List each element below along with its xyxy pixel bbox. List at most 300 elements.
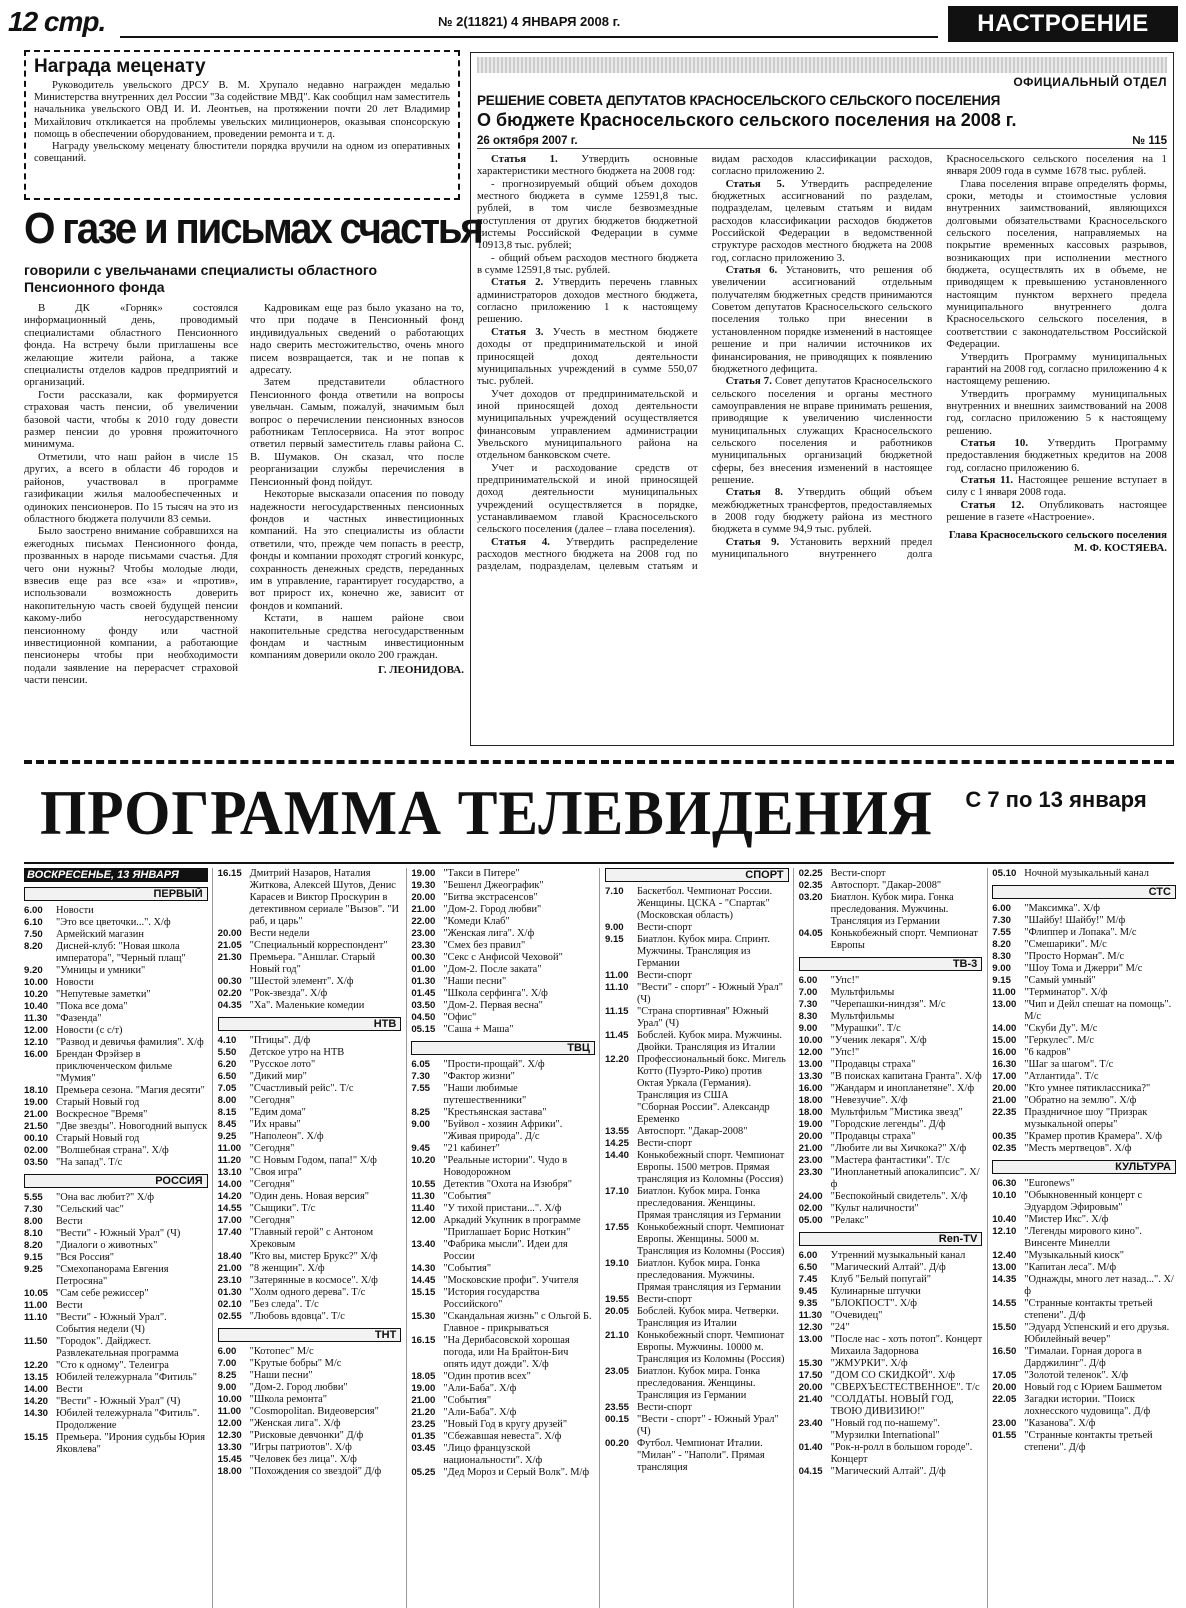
official-article xyxy=(946,178,1167,351)
tv-listing-title: "Дом-2. Город любви" xyxy=(249,1382,348,1393)
tv-listing-time: 05.15 xyxy=(411,1024,436,1035)
tv-listing xyxy=(218,988,402,1000)
tv-listing xyxy=(605,886,789,922)
tv-listing-title: Баскетбол. Чемпионат России. Женщины. ЦСКА - "Спартак" (Московская область) xyxy=(636,886,773,921)
tv-listing-time: 02.55 xyxy=(217,1311,242,1322)
tv-listing-time: 9.00 xyxy=(411,1119,430,1130)
official-article xyxy=(477,153,698,178)
tv-listing xyxy=(605,982,789,1006)
official-article xyxy=(712,375,933,486)
tv-listing-time: 8.20 xyxy=(24,941,43,952)
tv-listing xyxy=(218,1382,402,1394)
tv-listing-title: Кулинарные штучки xyxy=(830,1286,921,1297)
tv-listing xyxy=(992,1250,1176,1262)
tv-listing-title: "Женская лига". Х/ф xyxy=(443,928,535,939)
tv-listing-title: "События" xyxy=(443,1395,492,1406)
tv-listing-title: "Их нравы" xyxy=(249,1119,301,1130)
tv-listing-time: 19.00 xyxy=(24,1097,49,1108)
tv-listing-time: 6.00 xyxy=(217,1346,237,1357)
tv-listing-time: 11.00 xyxy=(24,1300,48,1311)
tv-listing-title: "Вести - спорт" - Южный Урал" (Ч) xyxy=(636,1414,779,1437)
tv-listing-time: 18.00 xyxy=(217,1466,242,1477)
tv-listing-title: "Жандарм и инопланетяне". Х/ф xyxy=(830,1083,975,1094)
tv-listing-time: 6.00 xyxy=(992,903,1011,914)
tv-listing xyxy=(218,1370,402,1382)
tv-listing-title: "Школа серфинга". Х/ф xyxy=(443,988,548,999)
tv-listing xyxy=(992,868,1176,880)
tv-listing xyxy=(799,975,983,987)
tv-listing-title: Мультфильм "Мистика звезд" xyxy=(830,1107,963,1118)
tv-listing-title: "Али-Баба". Х/ф xyxy=(443,1407,517,1418)
tv-listing xyxy=(24,917,208,929)
tv-listing-title: "Кто умнее пятиклассника?" xyxy=(1024,1083,1151,1094)
tv-listing xyxy=(992,1047,1176,1059)
tv-listing xyxy=(992,1382,1176,1394)
tv-listing xyxy=(24,1336,208,1360)
tv-listing xyxy=(799,1382,983,1394)
tv-listing-time: 15.00 xyxy=(992,1035,1017,1046)
tv-listing-time: 8.30 xyxy=(992,951,1011,962)
tv-listing xyxy=(24,1372,208,1384)
tv-listing xyxy=(411,868,595,880)
tv-listing-time: 6.00 xyxy=(798,1250,818,1261)
tv-listing-title: "Похождения со звездой" Д/ф xyxy=(249,1466,382,1477)
tv-listing xyxy=(24,1192,208,1204)
tv-listing xyxy=(218,1263,402,1275)
tv-listing-title: Вести-спорт xyxy=(830,868,886,879)
tv-channel-header: СПОРТ xyxy=(605,868,789,882)
tv-listing xyxy=(605,1054,789,1102)
tv-listing xyxy=(218,928,402,940)
tv-listing-title: "Любите ли вы Хичкока?" Х/ф xyxy=(830,1143,967,1154)
tv-listing xyxy=(218,1442,402,1454)
tv-listing-title: "Крестьянская застава" xyxy=(443,1107,547,1118)
gas-paragraph: Затем представители областного Пенсионного фонда ответили на вопросы увельчан. Самым, пожалуй, значимым был вопрос о перечислении пенсионных взносов работникам Теплосервиса. На этот вопрос ответил первый заместитель главы района С. В. Шумаков. Он сказал, что после реорганизации службы перечисления в Пенсионный фонд пойдут. xyxy=(250,376,464,488)
tv-listing-time: 23.05 xyxy=(604,1366,629,1377)
tv-day-label: ВОСКРЕСЕНЬЕ, 13 ЯНВАРЯ xyxy=(24,868,208,882)
tv-listing xyxy=(799,1203,983,1215)
tv-listing xyxy=(24,1109,208,1121)
tv-listing xyxy=(411,976,595,988)
tv-listing-title: Профессиональный бокс. Мигель Котто (Пуэрто-Рико) против Октая Уркала (Германия). Трансляция из США xyxy=(636,1054,786,1101)
tv-listing-title: "Терминатор". Х/ф xyxy=(1024,987,1108,998)
gas-paragraph: Кстати, в нашем районе свои накопительные средства негосударственным фондам и частным инвестиционным компаниям доверили около 200 граждан. xyxy=(250,612,464,662)
tv-listing-time: 01.55 xyxy=(992,1430,1017,1441)
tv-listing-title: "Специальный корреспондент" xyxy=(249,940,388,951)
tv-listing-title: "Вести" - Южный Урал" (Ч) xyxy=(56,1396,181,1407)
tv-listing-time: 19.00 xyxy=(798,1119,823,1130)
tv-listing-time: 8.30 xyxy=(798,1011,818,1022)
tv-listing-title: "Городок". Дайджест. Развлекательная программа xyxy=(56,1336,179,1359)
tv-listing xyxy=(411,964,595,976)
tv-listing xyxy=(605,1402,789,1414)
tv-listing-title: "Русское лото" xyxy=(249,1059,316,1070)
tv-listing-title: "Наполеон". Х/ф xyxy=(249,1131,324,1142)
tv-listing xyxy=(411,904,595,916)
official-article xyxy=(946,351,1167,388)
tv-listing-title: "Две звезды". Новогодний выпуск xyxy=(56,1121,208,1132)
tv-listing-title: "24" xyxy=(830,1322,850,1333)
tv-listing-title: Клуб "Белый попугай" xyxy=(830,1274,932,1285)
tv-listing-title: Аркадий Укупник в программе "Приглашает Борис Ноткин" xyxy=(443,1215,581,1238)
tv-listing-time: 9.00 xyxy=(604,922,624,933)
tv-listing-title: Старый Новый год xyxy=(56,1133,140,1144)
tv-listing-time: 12.20 xyxy=(604,1054,629,1065)
official-article-head: Статья 4. xyxy=(491,535,550,548)
tv-listing xyxy=(992,1370,1176,1382)
tv-listing-time: 16.00 xyxy=(24,1049,49,1060)
tv-listing-title: "Бешенл Джеографик" xyxy=(443,880,544,891)
tv-listing xyxy=(24,1204,208,1216)
tv-listing-title: "Страна спортивная" Южный Урал" (Ч) xyxy=(636,1006,769,1029)
tv-listing-time: 9.00 xyxy=(992,963,1011,974)
gas-paragraph: Гости рассказали, как формируется страховая часть пенсии, об увеличении базовой части, чтобы к 2010 году довести размер пенсии до уровня прожиточного минимума. xyxy=(24,388,238,451)
tv-listing-time: 11.45 xyxy=(604,1030,629,1041)
tv-listing xyxy=(411,1395,595,1407)
tv-listing-time: 18.00 xyxy=(798,1107,823,1118)
tv-listing xyxy=(218,1083,402,1095)
official-article-text: Утвердить распределение расходов местного бюджета на 2008 год по разделам, подразделам, целевым статьям и видам расходов классификации расходов, согласно приложению 2. xyxy=(477,153,933,573)
tv-listing xyxy=(799,1023,983,1035)
tv-listing xyxy=(605,1006,789,1030)
tv-listing xyxy=(799,1155,983,1167)
tv-listing xyxy=(218,952,402,976)
official-date-line xyxy=(477,135,1167,149)
tv-listing-title: "Эдуард Успенский и его друзья. Юбилейный вечер" xyxy=(1024,1322,1170,1345)
tv-channel-header: КУЛЬТУРА xyxy=(992,1160,1176,1174)
tv-listing-time: 16.30 xyxy=(992,1059,1017,1070)
tv-listing-title: "Городские легенды". Д/ф xyxy=(830,1119,946,1130)
tv-listing xyxy=(24,905,208,917)
official-article xyxy=(946,388,1167,437)
tv-listing-time: 19.00 xyxy=(411,868,436,879)
tv-listing xyxy=(799,1466,983,1478)
tv-listing-time: 10.00 xyxy=(798,1035,823,1046)
tv-listing xyxy=(24,1432,208,1456)
tv-listing-title: "Смехопанорама Евгения Петросяна" xyxy=(56,1264,169,1287)
tv-listing xyxy=(992,939,1176,951)
tv-listing-time: 10.00 xyxy=(24,977,49,988)
tv-listing xyxy=(24,1312,208,1336)
tv-listing-time: 7.30 xyxy=(992,915,1011,926)
tv-listing xyxy=(24,1288,208,1300)
tv-listing-time: 8.00 xyxy=(24,1216,43,1227)
tv-listing xyxy=(799,1334,983,1358)
tv-listing-title: "Музыкальный киоск" xyxy=(1024,1250,1124,1261)
tv-listing xyxy=(24,1300,208,1312)
tv-listing-time: 15.30 xyxy=(411,1311,436,1322)
tv-listing xyxy=(992,1178,1176,1190)
tv-listing-time: 04.50 xyxy=(411,1012,436,1023)
tv-listing xyxy=(218,1418,402,1430)
tv-channel-header: ТНТ xyxy=(218,1328,402,1342)
tv-listing xyxy=(24,1013,208,1025)
tv-listing xyxy=(799,1167,983,1191)
tv-listing-time: 10.40 xyxy=(24,1001,49,1012)
tv-listing-time: 14.35 xyxy=(992,1274,1017,1285)
tv-listing xyxy=(799,1095,983,1107)
tv-listing-time: 7.00 xyxy=(798,987,818,998)
tv-listing-title: "Упс!" xyxy=(830,1047,860,1058)
tv-listing xyxy=(605,1186,789,1222)
official-article-head: Статья 9. xyxy=(725,535,780,548)
tv-listing-title: "Али-Баба". Х/ф xyxy=(443,1383,517,1394)
tv-listing xyxy=(992,927,1176,939)
tv-listing xyxy=(605,1030,789,1054)
tv-listing xyxy=(218,1167,402,1179)
official-article-head: Статья 1. xyxy=(491,153,558,165)
gas-paragraph: Отметили, что наш район в числе 15 других, а всего в области 46 городов и районов, участвовал в программе газификации жилья малообеспеченных и одиноких пенсионеров. По 15 тысяч на это из областного бюджета получили 83 семьи. xyxy=(24,450,238,525)
tv-listing xyxy=(24,1216,208,1228)
gas-paragraph: Кадровикам еще раз было указано на то, что при подаче в Пенсионный фонд индивидуальных сведений о работающих надо сверить местожительство, очень много писем возвращается, так и не попав к адресату. xyxy=(250,302,464,377)
award-article xyxy=(24,50,460,200)
tv-listing-time: 14.55 xyxy=(992,1298,1017,1309)
tv-listing-title: Премьера сезона. "Магия десяти" xyxy=(56,1085,205,1096)
tv-listing xyxy=(799,1418,983,1442)
tv-listing-time: 13.10 xyxy=(217,1167,242,1178)
tv-listing-title: Праздничное шоу "Призрак музыкальной оперы" xyxy=(1024,1107,1148,1130)
tv-listing xyxy=(411,952,595,964)
tv-listing-title: "Непутевые заметки" xyxy=(56,989,151,1000)
tv-listing-time: 18.00 xyxy=(798,1095,823,1106)
tv-listing-title: "Просто Норман". М/с xyxy=(1024,951,1125,962)
tv-listing xyxy=(799,1215,983,1227)
tv-listing xyxy=(218,940,402,952)
tv-listing-time: 13.00 xyxy=(798,1059,823,1070)
tv-listing xyxy=(411,1071,595,1083)
tv-listing-time: 12.20 xyxy=(24,1360,49,1371)
tv-listing-time: 8.10 xyxy=(24,1228,43,1239)
tv-listing-title: "Счастливый рейс". Т/с xyxy=(249,1083,354,1094)
tv-listing-time: 14.30 xyxy=(411,1263,436,1274)
tv-listing-time: 13.40 xyxy=(411,1239,436,1250)
tv-listing xyxy=(411,1383,595,1395)
tv-listing-time: 6.00 xyxy=(798,975,818,986)
tv-listing-time: 21.00 xyxy=(411,1395,436,1406)
tv-listing xyxy=(799,1310,983,1322)
tv-listing-title: "Дом-2. Первая весна" xyxy=(443,1000,543,1011)
tv-listing-title: "Невезучие". Х/ф xyxy=(830,1095,908,1106)
tv-listing xyxy=(992,1131,1176,1143)
official-article-head: Статья 3. xyxy=(491,325,544,338)
tv-listing-title: Футбол. Чемпионат Италии. "Милан" - "Наполи". Прямая трансляция xyxy=(636,1438,765,1473)
tv-listing-title: "Комеди Клаб" xyxy=(443,916,510,927)
tv-listing-time: 11.40 xyxy=(411,1203,435,1214)
tv-listing-title: "Новый Год в кругу друзей" xyxy=(443,1419,568,1430)
tv-listing-time: 13.00 xyxy=(798,1334,823,1345)
tv-listing-title: "Дом-2. После заката" xyxy=(443,964,542,975)
tv-channel-header: Ren-TV xyxy=(799,1232,983,1246)
tv-listing-time: 9.25 xyxy=(24,1264,43,1275)
tv-listing xyxy=(24,1157,208,1169)
tv-listing-title: "Такси в Питере" xyxy=(443,868,520,879)
tv-listing xyxy=(992,1143,1176,1155)
tv-listing xyxy=(605,1366,789,1402)
tv-listing-time: 19.30 xyxy=(411,880,436,891)
tv-listing-title: "Без следа". Т/с xyxy=(249,1299,319,1310)
tv-listing-title: "Cosmopolitan. Видеоверсия" xyxy=(249,1406,379,1417)
tv-listing-time: 02.00 xyxy=(798,1203,823,1214)
tv-listing-time: 5.55 xyxy=(24,1192,43,1203)
tv-listing xyxy=(799,1119,983,1131)
tv-listing-time: 9.45 xyxy=(411,1143,430,1154)
tv-listing-time: 03.45 xyxy=(411,1443,436,1454)
tv-listing xyxy=(799,1083,983,1095)
tv-listing xyxy=(799,1298,983,1310)
tv-listing-title: Вести-спорт xyxy=(636,1402,692,1413)
masthead xyxy=(8,6,1178,42)
tv-listing-title: "Новый год по-нашему". "Мурзилки International" xyxy=(830,1418,941,1441)
tv-channel-header: ТВ-3 xyxy=(799,957,983,971)
official-section xyxy=(470,52,1174,746)
tv-listing-time: 10.00 xyxy=(217,1394,242,1405)
tv-listing-title: "Дом-2. Город любви" xyxy=(443,904,542,915)
tv-listing xyxy=(411,1119,595,1143)
tv-listing xyxy=(799,880,983,892)
tv-listing-time: 7.10 xyxy=(604,886,624,897)
tv-listing xyxy=(218,1095,402,1107)
tv-listing-title: Биатлон. Кубок мира. Гонка преследования. Мужчины. Прямая трансляция из Германии xyxy=(636,1258,781,1293)
tv-listing xyxy=(411,1059,595,1071)
tv-listing-time: 6.50 xyxy=(798,1262,818,1273)
tv-listing-time: 16.50 xyxy=(992,1346,1017,1357)
tv-listing-time: 7.45 xyxy=(798,1274,818,1285)
tv-listing-title: "Очевидец" xyxy=(830,1310,883,1321)
tv-listing xyxy=(992,951,1176,963)
tv-listing xyxy=(799,1191,983,1203)
tv-listing-title: "СОЛДАТЫ. НОВЫЙ ГОД, ТВОЮ ДИВИЗИЮ!" xyxy=(830,1394,954,1417)
tv-listing xyxy=(411,1155,595,1179)
tv-listing-title: Биатлон. Кубок мира. Гонка преследования. Мужчины. Трансляция из Германии xyxy=(830,892,954,927)
tv-listing-time: 19.55 xyxy=(604,1294,629,1305)
tv-listing-title: "Смех без правил" xyxy=(443,940,526,951)
tv-listing xyxy=(411,1407,595,1419)
tv-listing-time: 17.40 xyxy=(217,1227,242,1238)
gas-paragraph: Некоторые высказали опасения по поводу надежности негосударственных пенсионных фондов и частных инвестиционных компаний. На это специалисты из области ответили, что, прежде чем попасть в реестр, фонды и компании проходят строгий конкурс, сохранность денежных средств, переданных им в управление, гарантирует государство, а вот прирост их, конечно же, зависит от фондов и компаний. xyxy=(250,488,464,612)
tv-listing-time: 14.00 xyxy=(217,1179,242,1190)
tv-listing-title: "Едим дома" xyxy=(249,1107,306,1118)
tv-listing-time: 8.25 xyxy=(217,1370,237,1381)
tv-listing xyxy=(799,1322,983,1334)
tv-listing xyxy=(218,1358,402,1370)
tv-listing-title: Мультфильмы xyxy=(830,1011,895,1022)
official-article-text: Совет депутатов Красносельского сельского поселения и органы местного самоуправления не вправе принимать решения, приводящие к увеличению численности муниципальных служащих Красносельского сельского поселения и работников муниципальных организаций бюджетной сферы, без внесения изменений в настоящее решение. xyxy=(711,375,933,486)
official-article xyxy=(477,276,698,325)
tv-listing-title: Юбилей тележурнала "Фитиль". Продолжение xyxy=(56,1408,200,1431)
tv-listing xyxy=(799,1143,983,1155)
tv-listing xyxy=(799,1262,983,1274)
tv-listing xyxy=(411,1024,595,1036)
tv-listing-title: Вести xyxy=(56,1300,83,1311)
tv-listing-time: 14.55 xyxy=(217,1203,242,1214)
tv-listing-title: "СВЕРХЪЕСТЕСТВЕННОЕ". Т/с xyxy=(830,1382,980,1393)
tv-listing-title: Конькобежный спорт. Чемпионат Европы xyxy=(830,928,978,951)
official-date: 26 октября 2007 г. xyxy=(477,135,578,147)
tv-listing-title: "Продавцы страха" xyxy=(830,1131,916,1142)
tv-listing xyxy=(24,1408,208,1432)
tv-listing-time: 23.00 xyxy=(992,1418,1017,1429)
official-article-head: Статья 6. xyxy=(725,264,778,277)
tv-listing-time: 19.00 xyxy=(411,1383,436,1394)
official-article-text: Учесть в местном бюджете доходы от предпринимательской и иной приносящей доход деятельности муниципальных учреждений в сумме 550,07 тыс. рублей. xyxy=(477,325,698,388)
tv-listing-time: 7.00 xyxy=(217,1358,237,1369)
tv-listing xyxy=(411,1191,595,1203)
official-decorative-band xyxy=(477,57,1167,73)
tv-listing xyxy=(799,1131,983,1143)
tv-listing xyxy=(992,915,1176,927)
tv-listing xyxy=(992,1095,1176,1107)
tv-listing xyxy=(605,922,789,934)
tv-listing-title: Новости (с с/т) xyxy=(56,1025,123,1036)
tv-listing xyxy=(218,1119,402,1131)
tv-listing-title: "Максимка". Х/ф xyxy=(1024,903,1100,914)
tv-listing xyxy=(24,1049,208,1085)
tv-listing xyxy=(218,1000,402,1012)
tv-listing-title: "В поисках капитана Гранта". Х/ф xyxy=(830,1071,982,1082)
tv-listing xyxy=(218,1203,402,1215)
tv-listing xyxy=(218,1406,402,1418)
tv-listing xyxy=(24,1360,208,1372)
tv-listing xyxy=(992,1190,1176,1214)
tv-listing-title: Вести-спорт xyxy=(636,1138,692,1149)
tv-program-dates: С 7 по 13 января xyxy=(965,787,1147,812)
tv-listing-title: "Магический Алтай". Д/ф xyxy=(830,1466,946,1477)
official-article xyxy=(477,178,698,252)
tv-listing xyxy=(218,868,402,928)
tv-listing-time: 11.30 xyxy=(798,1310,823,1321)
tv-listing xyxy=(992,987,1176,999)
tv-listing xyxy=(24,1145,208,1157)
official-article-text: Утвердить программу муниципальных внутренних и внешних заимствований на 2008 год, согласно приложению 5 к настоящему решению. xyxy=(946,387,1167,437)
tv-listing-title: Новости xyxy=(56,905,94,916)
gas-paragraph: Было заострено внимание собравшихся на ежегодных письмах Пенсионного фонда, прозванных в народе письмами счастья. Для чего они нужны? Чтобы молодые люди, взвесив еще раз все «за» и «против», использовали возможность доверить накопительную часть своей будущей пенсии какому-либо негосударственному пенсионному фонду или частной инвестиционной компании, а работающие пенсионеры чтобы при необходимости подали заявление на перерасчет страховой части пенсии. xyxy=(24,525,238,687)
tv-listing-time: 01.30 xyxy=(411,976,436,987)
tv-listing-time: 21.00 xyxy=(798,1143,823,1154)
tv-listing-time: 6.10 xyxy=(24,917,43,928)
tv-listing xyxy=(218,1215,402,1227)
tv-listing-time: 20.00 xyxy=(992,1083,1017,1094)
tv-listing xyxy=(218,976,402,988)
tv-listing-time: 12.40 xyxy=(992,1250,1017,1261)
tv-listing-title: "Чип и Дейл спешат на помощь". М/с xyxy=(1024,999,1172,1022)
tv-channel-header: НТВ xyxy=(218,1017,402,1031)
official-article-text: Глава поселения вправе определять формы, сроки, методы и стоимостные условия внутренних заимствований, являющихся долговыми обязательствами Красносельского сельского поселения, направляемых на покрытие временных кассовых разрывов, возникающих при исполнении местного бюджета, осуществлять их в объеме, не приводящем к превышению установленного настоящим пунктом верхнего предела муниципального внутреннего долга Красносельского сельского поселения, в соответствии с законодательством Российской Федерации. xyxy=(946,177,1167,351)
tv-listing-title: Конькобежный спорт. Чемпионат Европы. Женщины. 5000 м. Трансляция из Коломны (Россия) xyxy=(636,1222,785,1257)
tv-listing-title: "Странные контакты третьей степени". Д/ф xyxy=(1024,1430,1153,1453)
tv-listing xyxy=(24,989,208,1001)
official-article-text: - прогнозируемый общий объем доходов местного бюджета в сумме 12591,8 тыс. рублей, в том числе безвозмездные поступления от других бюджетов бюджетной системы Российской Федерации в сумме 10913,8 тыс. рублей; xyxy=(477,177,698,252)
tv-listing-time: 17.55 xyxy=(604,1222,629,1233)
tv-listing-title: "Умницы и умники" xyxy=(56,965,146,976)
official-article xyxy=(712,178,933,264)
gas-paragraph: В ДК «Горняк» состоялся информационный день, проводимый специалистами областного Пенсионного фонда. На встречу были приглашены все желающие жители района, а также специалисты отделов кадров предприятий и организаций. xyxy=(24,302,238,389)
tv-listing-time: 15.50 xyxy=(992,1322,1017,1333)
official-article-text: Утвердить Программу муниципальных гарантий на 2008 год, согласно приложению 4 к настоящему решению. xyxy=(946,350,1167,388)
tv-listing-title: Ночной музыкальный канал xyxy=(1024,868,1149,879)
tv-listing-time: 19.10 xyxy=(604,1258,629,1269)
tv-channel-header: ТВЦ xyxy=(411,1041,595,1055)
tv-listing xyxy=(24,977,208,989)
tv-listing xyxy=(992,1214,1176,1226)
tv-listing-time: 23.40 xyxy=(798,1418,823,1429)
tv-listing-time: 21.00 xyxy=(992,1095,1017,1106)
tv-listing-time: 11.00 xyxy=(217,1143,242,1154)
tv-listing-title: "Черепашки-ниндзя". М/с xyxy=(830,999,946,1010)
tv-listing-time: 00.30 xyxy=(411,952,436,963)
tv-listing-title: "Человек без лица". Х/ф xyxy=(249,1454,357,1465)
tv-listing-time: 02.00 xyxy=(24,1145,49,1156)
tv-listing-time: 21.40 xyxy=(798,1394,823,1405)
